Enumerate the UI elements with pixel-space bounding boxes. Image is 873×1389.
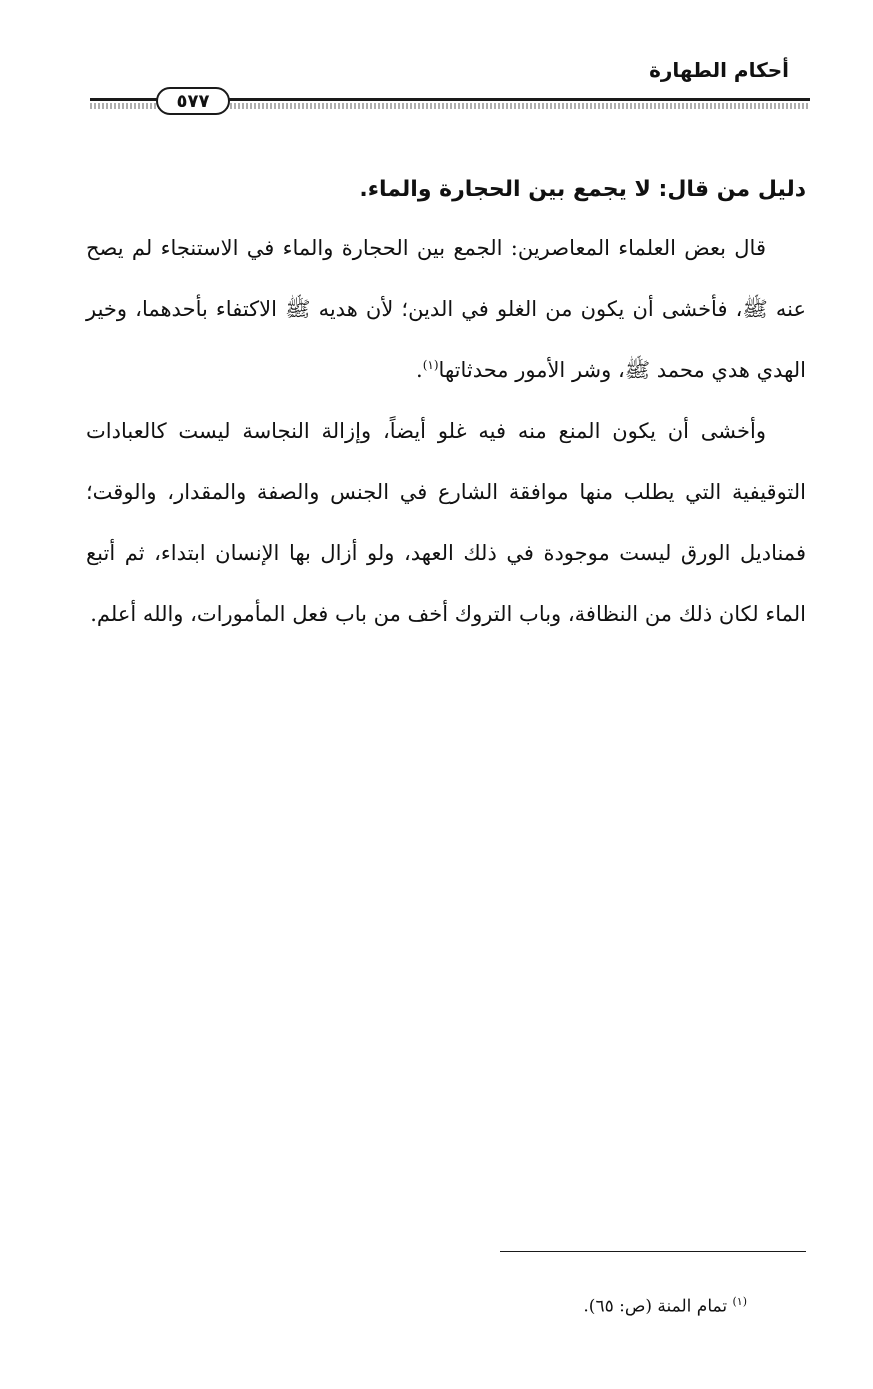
footnote-ref-1[interactable]: (١) — [422, 358, 439, 372]
footnote-1 — [583, 1290, 747, 1319]
footnote-1-marker: (١) — [732, 1295, 747, 1308]
paragraph-2: وأخشى أن يكون المنع منه فيه غلو أيضاً، وإزالة النجاسة ليست كالعبادات التوقيفية التي يطلب منها موافقة الشارع في الجنس والصفة والمقدار، والوقت؛ فمناديل الورق ليست موجودة في ذلك العهد، ولو أزال بها الإنسان ابتداء، ثم أتبع الماء لكان ذلك من النظافة، وباب التروك أخف من باب فعل المأمورات، والله أعلم. — [86, 419, 806, 626]
main-text — [86, 168, 806, 645]
paragraph-1-text: قال بعض العلماء المعاصرين: الجمع بين الحجارة والماء في الاستنجاء لم يصح عنه ﷺ، فأخشى أن يكون من الغلو في الدين؛ لأن هديه ﷺ الاكتفاء بأحدهما، وخير الهدي هدي محمد ﷺ، وشر الأمور محدثاتها — [86, 236, 806, 382]
section-heading: دليل من قال: لا يجمع بين الحجارة والماء. — [359, 177, 806, 202]
page-number: ٥٧٧ — [156, 87, 230, 115]
footnote-1-text: تمام المنة (ص: ٦٥). — [583, 1296, 728, 1317]
footnote-separator — [500, 1251, 806, 1252]
paragraph-1 — [86, 218, 806, 401]
paragraph-1-end: . — [416, 358, 423, 382]
running-title: أحكام الطهارة — [649, 58, 789, 82]
